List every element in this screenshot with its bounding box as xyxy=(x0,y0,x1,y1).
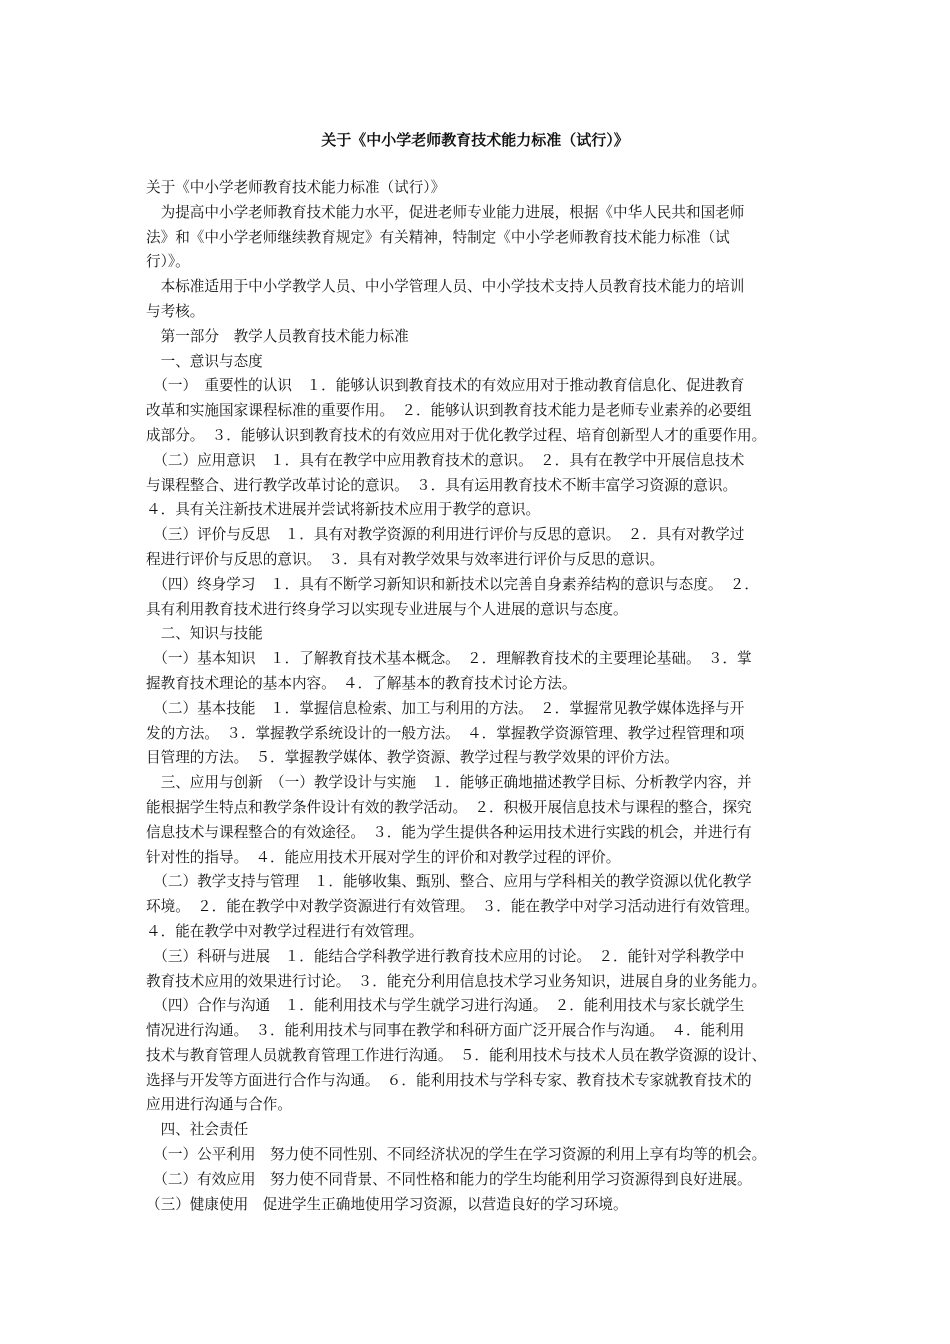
text-line: 情况进行沟通。 ３．能利用技术与同事在教学和科研方面广泛开展合作与沟通。 ４．能利用 xyxy=(146,1022,745,1040)
text-line: 应用进行沟通与合作。 xyxy=(146,1096,292,1114)
text-line: 发的方法。 ３．掌握教学系统设计的一般方法。 ４．掌握教学资源管理、教学过程管理和项 xyxy=(146,724,745,742)
text-line: 技术与教育管理人员就教育管理工作进行沟通。 ５．能利用技术与技术人员在教学资源的设计、 xyxy=(146,1046,767,1064)
text-line: 成部分。 ３．能够认识到教育技术的有效应用对于优化教学过程、培育创新型人才的重要作用。 xyxy=(146,426,767,444)
text-line: 能根据学生特点和教学条件设计有效的教学活动。 ２．积极开展信息技术与课程的整合，探究 xyxy=(146,798,752,816)
text-line: （二）基本技能 １．掌握信息检索、加工与利用的方法。 ２．掌握常见教学媒体选择与开 xyxy=(146,699,745,717)
text-line: 法》和《中小学老师继续教育规定》有关精神，特制定《中小学老师教育技术能力标准（试 xyxy=(146,228,730,246)
text-line: 四、社会责任 xyxy=(146,1121,249,1139)
text-line: （四）合作与沟通 １．能利用技术与学生就学习进行沟通。 ２．能利用技术与家长就学生 xyxy=(146,997,745,1015)
text-line: 针对性的指导。 ４．能应用技术开展对学生的评价和对教学过程的评价。 xyxy=(146,848,621,866)
text-line: 信息技术与课程整合的有效途径。 ３．能为学生提供各种运用技术进行实践的机会，并进行有 xyxy=(146,823,752,841)
text-line: （三）评价与反思 １．具有对教学资源的利用进行评价与反思的意识。 ２．具有对教学过 xyxy=(146,526,745,544)
text-line: 与课程整合、进行教学改革讨论的意识。 ３．具有运用教育技术不断丰富学习资源的意识。 xyxy=(146,476,738,494)
text-line: 环境。 ２．能在教学中对教学资源进行有效管理。 ３．能在教学中对学习活动进行有效管理。 xyxy=(146,898,759,916)
text-line: 与考核。 xyxy=(146,302,205,320)
text-line: 具有利用教育技术进行终身学习以实现专业进展与个人进展的意识与态度。 xyxy=(146,600,628,618)
text-line: 第一部分 教学人员教育技术能力标准 xyxy=(146,327,409,345)
text-line: 选择与开发等方面进行合作与沟通。 ６．能利用技术与学科专家、教育技术专家就教育技术的 xyxy=(146,1071,752,1089)
text-line: ４．能在教学中对教学过程进行有效管理。 xyxy=(146,922,424,940)
text-line: 一、意识与态度 xyxy=(146,352,263,370)
text-line: 本标准适用于中小学教学人员、中小学管理人员、中小学技术支持人员教育技术能力的培训 xyxy=(146,278,745,296)
text-line: 教育技术应用的效果进行讨论。 ３．能充分利用信息技术学习业务知识，进展自身的业务能力。 xyxy=(146,972,767,990)
text-line: 目管理的方法。 ５．掌握教学媒体、教学资源、教学过程与教学效果的评价方法。 xyxy=(146,749,679,767)
text-line: 为提高中小学老师教育技术能力水平，促进老师专业能力进展，根据《中华人民共和国老师 xyxy=(146,203,745,221)
text-line: （二）有效应用 努力使不同背景、不同性格和能力的学生均能利用学习资源得到良好进展。 xyxy=(146,1170,752,1188)
text-line: （一） 重要性的认识 １．能够认识到教育技术的有效应用对于推动教育信息化、促进教育 xyxy=(146,377,745,395)
text-line: 改革和实施国家课程标准的重要作用。 ２．能够认识到教育技术能力是老师专业素养的必要组 xyxy=(146,402,752,420)
text-line: 程进行评价与反思的意识。 ３．具有对教学效果与效率进行评价与反思的意识。 xyxy=(146,550,665,568)
text-line: （四）终身学习 １．具有不断学习新知识和新技术以完善自身素养结构的意识与态度。 ２． xyxy=(146,575,759,593)
text-line: （二）教学支持与管理 １．能够收集、甄别、整合、应用与学科相关的教学资源以优化教学 xyxy=(146,873,752,891)
text-line: 二、知识与技能 xyxy=(146,625,263,643)
text-line: 握教育技术理论的基本内容。 ４．了解基本的教育技术讨论方法。 xyxy=(146,674,577,692)
text-line: （一）基本知识 １．了解教育技术基本概念。 ２．理解教育技术的主要理论基础。 ３．掌 xyxy=(146,650,752,668)
document-title: 关于《中小学老师教育技术能力标准（试行）》 xyxy=(321,131,629,149)
text-line: （三）健康使用 促进学生正确地使用学习资源，以营造良好的学习环境。 xyxy=(146,1195,628,1213)
text-line: ４．具有关注新技术进展并尝试将新技术应用于教学的意识。 xyxy=(146,501,541,519)
document-body xyxy=(146,176,818,1217)
text-line: （三）科研与进展 １．能结合学科教学进行教育技术应用的讨论。 ２．能针对学科教学中 xyxy=(146,947,745,965)
text-line: 三、应用与创新 （一）教学设计与实施 １．能够正确地描述教学目标、分析教学内容，并 xyxy=(146,774,752,792)
text-line: （二）应用意识 １．具有在教学中应用教育技术的意识。 ２．具有在教学中开展信息技术 xyxy=(146,451,745,469)
text-line: 关于《中小学老师教育技术能力标准（试行）》 xyxy=(146,179,446,196)
text-line: （一）公平利用 努力使不同性别、不同经济状况的学生在学习资源的利用上享有均等的机会。 xyxy=(146,1146,767,1164)
text-line: 行）》。 xyxy=(146,253,190,271)
